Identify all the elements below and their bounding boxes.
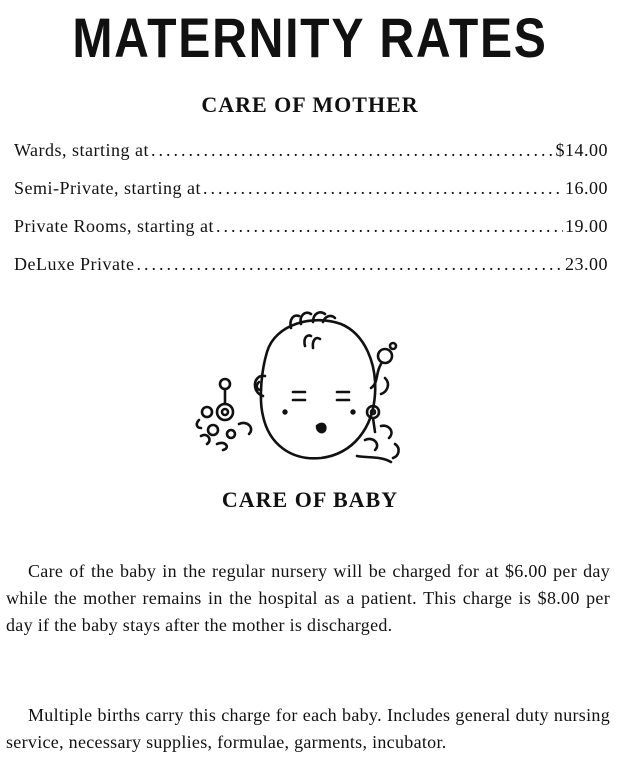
rate-row-private-rooms <box>14 216 608 254</box>
rate-row-deluxe-private <box>14 254 608 292</box>
care-of-mother-heading: CARE OF MOTHER <box>201 92 419 117</box>
leader-dots <box>216 216 563 237</box>
care-of-baby-heading: CARE OF BABY <box>221 487 399 512</box>
multiple-births-paragraph: Multiple births carry this charge for each baby. Includes general duty nursing service, necessary supplies, formulae, garments, incubator. <box>6 705 610 752</box>
rate-label: Wards, starting at <box>14 140 150 160</box>
rate-price: 23.00 <box>565 254 608 274</box>
rate-label: Semi-Private, starting at <box>14 178 201 198</box>
rate-label: Private Rooms, starting at <box>14 216 214 236</box>
rate-price: 19.00 <box>565 216 608 236</box>
leader-dots <box>203 178 563 199</box>
baby-care-paragraph: Care of the baby in the regular nursery will be charged for at $6.00 per day while the mother remains in the hospital as a patient. This charge is $8.00 per day if the baby stays after the mother is discharged. <box>6 561 610 635</box>
rate-label: DeLuxe Private <box>14 254 135 274</box>
rate-row-semi-private <box>14 178 608 216</box>
rate-price: $14.00 <box>555 140 608 160</box>
mother-rates-list <box>14 140 608 292</box>
rate-price: 16.00 <box>565 178 608 198</box>
page-title: MATERNITY RATES <box>72 6 548 69</box>
rate-row-wards <box>14 140 608 178</box>
leader-dots <box>151 140 553 161</box>
leader-dots <box>136 254 563 275</box>
baby-face-illustration-icon <box>195 308 415 473</box>
